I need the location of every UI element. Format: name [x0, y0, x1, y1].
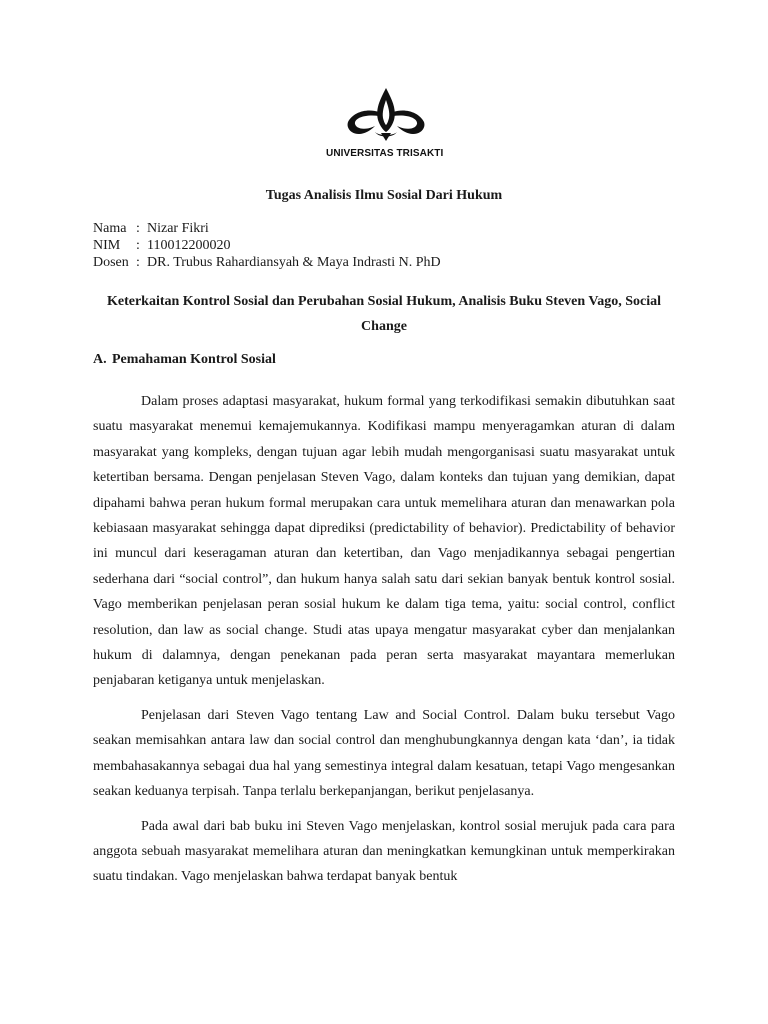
paragraph: Dalam proses adaptasi masyarakat, hukum formal yang terkodifikasi semakin dibutuhkan saat suatu masyarakat menemui kemajemukannya. Kodifikasi mampu menyeragamkan aturan di dalam masyarakat yang kompleks, dengan tujuan agar lebih mudah mengorganisasi suatu masyarakat untuk ketertiban bersama. Dengan penjelasan Steven Vago, dalam konteks dan tujuan yang demikian, dapat dipahami bahwa peran hukum formal merupakan cara untuk memelihara aturan dan menawarkan pola kebiasaan masyarakat sehingga dapat diprediksi (predictability of behavior). Predictability of behavior ini muncul dari keseragaman aturan dan ketertiban, dan Vago menjadikannya sebagai pengertian sederhana dari “social control”, dan hukum hanya salah satu dari sekian banyak bentuk kontrol sosial. Vago memberikan penjelasan peran sosial hukum ke dalam tiga tema, yaitu: social control, conflict resolution, dan law as social change. Studi atas upaya mengatur masyarakat cyber dan menjalankan hukum di dalamnya, dengan penekanan pada peran serta masyarakat mayantara memerlukan penjabaran ketiganya untuk menjelaskan. [93, 394, 675, 689]
section-title: Pemahaman Kontrol Sosial [112, 352, 276, 367]
info-row-nim [93, 237, 441, 254]
paragraph: Penjelasan dari Steven Vago tentang Law and Social Control. Dalam buku tersebut Vago seakan memisahkan antara law dan social control dan menghubungkannya dengan kata ‘dan’, ia tidak membahasakannya sebagai dua hal yang semestinya integral dalam kesatuan, tetapi Vago mengesankan seakan keduanya terpisah. Tanpa terlalu berkepanjangan, berikut penjelasanya. [93, 707, 675, 800]
info-separator: : [136, 255, 140, 270]
logo-text: UNIVERSITAS TRISAKTI [326, 148, 444, 159]
info-label: Nama [93, 221, 127, 236]
section-number: A. [93, 352, 107, 367]
info-separator: : [136, 221, 140, 236]
trisakti-emblem-icon [345, 86, 427, 142]
body-text [93, 389, 675, 899]
student-info [93, 220, 441, 271]
paragraph: Pada awal dari bab buku ini Steven Vago menjelaskan, kontrol sosial merujuk pada cara para anggota sebuah masyarakat memelihara aturan dan meningkatkan kemungkinan untuk memperkirakan suatu tindakan. Vago menjelaskan bahwa terdapat banyak bentuk [93, 818, 675, 885]
info-row-nama [93, 220, 441, 237]
info-separator: : [136, 238, 140, 253]
info-value: 110012200020 [147, 238, 231, 253]
university-logo [0, 86, 768, 159]
info-value: Nizar Fikri [147, 221, 209, 236]
section-heading [93, 352, 276, 368]
info-label: Dosen [93, 255, 129, 270]
document-title: Tugas Analisis Ilmu Sosial Dari Hukum [265, 188, 503, 203]
info-value: DR. Trubus Rahardiansyah & Maya Indrasti N. PhD [147, 255, 441, 270]
info-label: NIM [93, 238, 121, 253]
essay-title: Keterkaitan Kontrol Sosial dan Perubahan Sosial Hukum, Analisis Buku Steven Vago, Social Change [106, 294, 662, 334]
info-row-dosen [93, 254, 441, 271]
